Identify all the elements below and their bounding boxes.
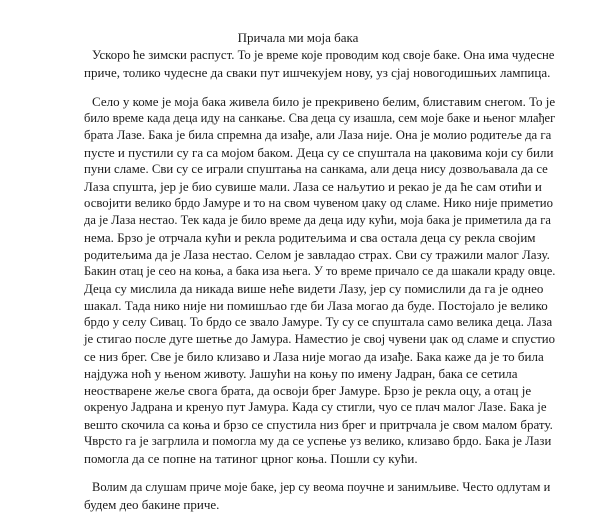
text-line: приче, толико чудесне да сваки пут ишчекујем нову, уз сјај новогодишњих лампица. [84,65,551,80]
text-line: Чврсто га је загрлила и помогла му да се успење уз велико, клизаво брдо. Бака је Лази [84,434,552,448]
text-line: пуни сламе. Сви су се играли спуштања на санкама, али деца нису дозвољавала да се [84,162,548,176]
text-line: окренуо Јадрана и кренуо пут Јамура. Када су стигли, чуо се плач малог Лазе. Бака је [84,400,547,414]
text-line: неостварене жеље свога брата, да освоји брег Јамуре. Брзо је рекла оцу, а отац је [84,383,532,398]
text-line: помогла да се попне на татиног црног коња. Пошли су кући. [84,451,418,466]
text-line: брата Лазе. Бака је била спремна да изађе, али Лаза није. Она је молио родитеље да га [84,128,552,142]
text-line: Село у коме је моја бака живела било је прекривено белим, блиставим снегом. То је [92,94,556,109]
text-line: родитељима да је Лаза нестао. Селом је завладао страх. Сви су тражили малог Лазу. [84,247,550,262]
text-line: Деца су мислила да никада више неће видети Лазу, јер су помислили да га је однео [84,281,544,296]
text-line: будем део бакине приче. [84,497,220,512]
text-line: Ускоро ће зимски распуст. То је време које проводим код своје баке. Она има чудесне [92,48,555,62]
text-line: је стигао после дуге шетње до Јамура. Наместио је свој чувени џак од сламе и спустио [84,332,555,346]
text-line: освојити велико брдо Јамуре и то на свом чувеном џаку од сламе. Нико није приметио [84,196,553,210]
text-line: пусте и пустили су га са мојом баком. Деца су се спуштала на џаковима који су били [84,145,554,160]
text-line: се низ брег. Све је било клизаво и Лаза није могао да изађе. Бака каже да је то била [84,349,544,364]
text-line: да је Лаза нестао. Тек када је било време да деца иду кући, моја бака је приметила да га [84,213,551,227]
text-line: Волим да слушам приче моје баке, јер су веома поучне и занимљиве. Често одлутам и [92,480,551,494]
text-line: нема. Брзо је отрчала кући и рекла родитељима и сва остала деца су рекла својим [84,230,536,245]
text-line: брдо у селу Сивац. То брдо се звало Јамуре. Ту су се спуштала само велика деца. Лаза [84,315,553,329]
text-line: шакал. Тада нико није ни помишљао где би Лаза могао да буде. Постојало је велико [84,298,548,313]
text-line: Бакин отац је сео на коња, а бака иза њега. У то време причало се да шакали краду овце. [84,264,556,278]
text-line: Лаза спушта, јер је био сувише мали. Лаза се наљутио и рекао је да ће сам отићи и [84,179,542,194]
text-line: најдужа ноћ у њеном животу. Јашући на коњу по имену Јадран, бака се сетила [84,366,518,381]
page-title: Причала ми моја бака [237,30,359,45]
text-line: било време када деца иду на санкање. Сва деца су изашла, сем моје баке и њеног млађег [84,111,556,125]
text-line: вешто скочила са коња и брзо се спустила низ брег и притрчала је свом малом брату. [84,417,553,432]
